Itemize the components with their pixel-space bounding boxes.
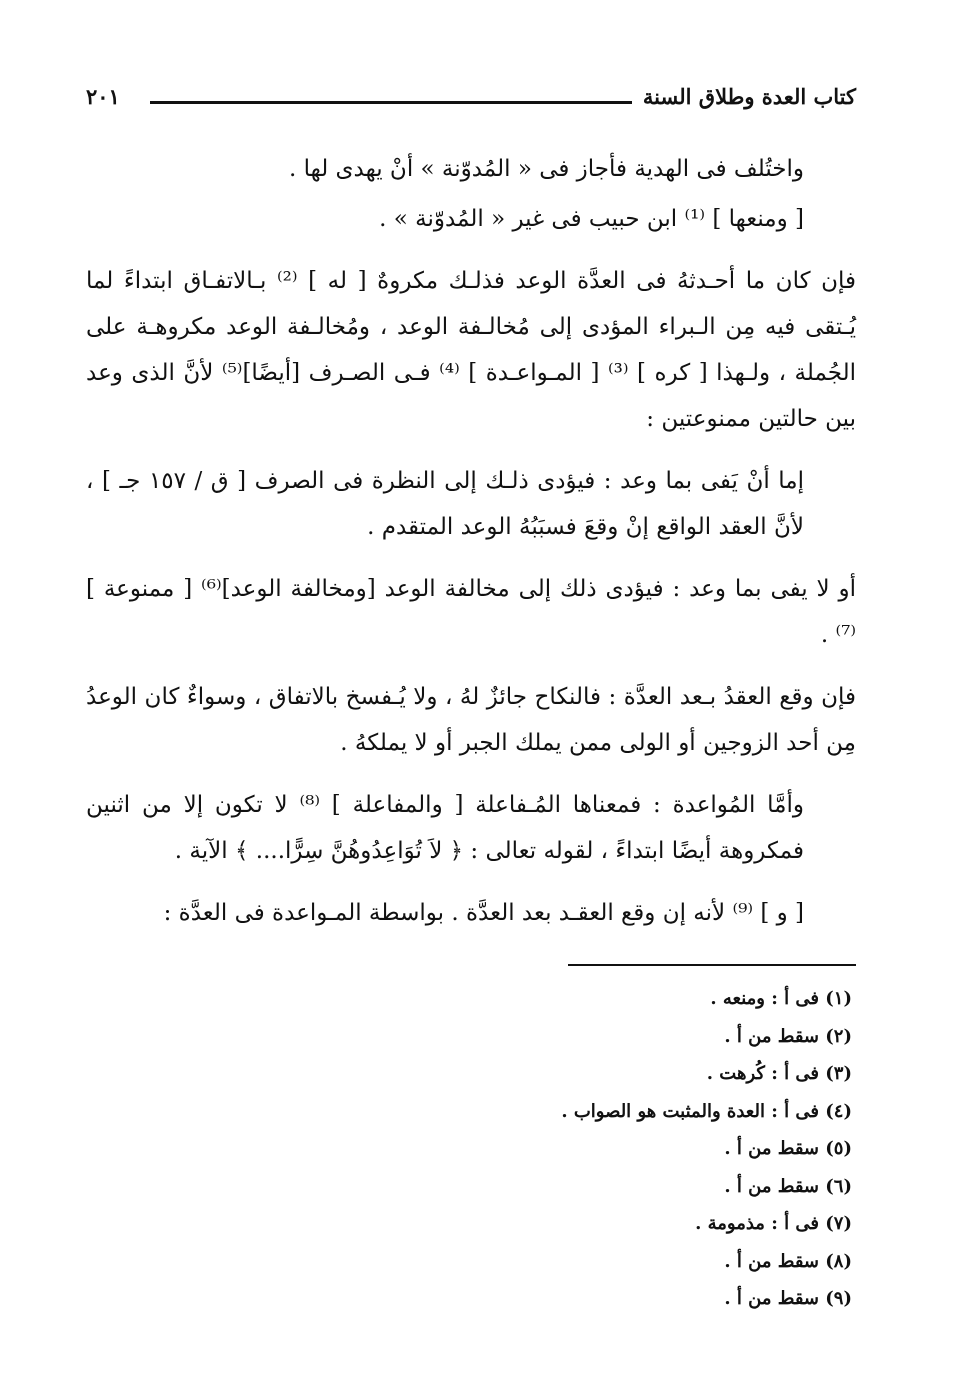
header-rule	[150, 101, 632, 104]
footnote: (٩) سقط من أ .	[724, 1288, 852, 1309]
footnotes	[252, 980, 852, 1318]
footnote: (٣) فى أ : كُرهت .	[706, 1063, 852, 1084]
body-text	[86, 146, 856, 952]
footnote: (٢) سقط من أ .	[724, 1025, 852, 1047]
paragraph: فإن كان ما أحـدثهُ فى العدَّة الوعد فذلـك مكروهٌ [ له ] ⁽²⁾ بـالاتفـاق ابتداءً لما يُـتقى فيه مِن الـبراء المؤدى إلى مُخالـفة الوعد ، ومُخالـفة الوعد مكروهـة على الجُملة ، ولـهذا [ كره ] ⁽³⁾ [ المـواعـدة ] ⁽⁴⁾ فـى الصـرف [أيضًا]⁽⁵⁾ لأنَّ الذى وعد بين حالتين ممنوعتين :	[86, 268, 857, 432]
book-title: كتاب العدة وطلاق السنة	[642, 84, 856, 109]
paragraph: [ و ] ⁽⁹⁾ لأنه إن وقع العقـد بعد العدَّة . بواسطة المـواعدة فى العدَّة :	[163, 900, 804, 926]
footnote: (٦) سقط من أ .	[724, 1175, 852, 1197]
paragraph: وأمَّا المُواعدة : فمعناها المُـفاعلة [ والمفاعلة ] ⁽⁸⁾ لا تكون إلا من اثنين فمكروهة أيضًا ابتداءً ، لقوله تعالى : ﴿ لاَ تُوَاعِدُوهُنَّ سِرًّا.... ﴾ الآية .	[86, 792, 804, 864]
paragraph: واختُلف فى الهدية فأجاز فى « المُدوّنة » أنْ يهدى لها .	[288, 156, 804, 182]
footnote: (٨) سقط من أ .	[724, 1250, 852, 1272]
footnote: (١) فى أ : ومنعه .	[710, 988, 852, 1009]
paragraph: [ ومنعها ] ⁽¹⁾ ابن حبيب فى غير « المُدوّنة » .	[379, 206, 804, 232]
page-number: ٢٠١	[86, 84, 120, 109]
paragraph: فإن وقع العقدُ بـعد العدَّة : فالنكاح جائزٌ لهُ ، ولا يُـفسخ بالاتفاق ، وسواءٌ كان الوعدُ مِن أحد الزوجين أو الولى ممن يملك الجبر أو لا يملكهُ .	[86, 684, 856, 756]
footnote-rule	[568, 964, 856, 966]
running-header	[86, 84, 856, 118]
paragraph: أو لا يفى بما وعد : فيؤدى ذلك إلى مخالفة الوعد [ومخالفة الوعد]⁽⁶⁾ [ ممنوعة ] ⁽⁷⁾ .	[86, 576, 857, 648]
footnote: (٥) سقط من أ .	[724, 1138, 852, 1159]
paragraph: إما أنْ يَفى بما وعد : فيؤدى ذلـك إلى النظرة فى الصرف [ ق / ١٥٧ جـ ] ، لأنَّ العقد الواقع إنْ وقعَ فسبَبُهُ الوعد المتقدم .	[86, 468, 804, 540]
footnote: (٧) فى أ : مذمومة .	[695, 1213, 852, 1234]
footnote: (٤) فى أ : العدة والمثبت هو الصواب .	[561, 1100, 852, 1122]
